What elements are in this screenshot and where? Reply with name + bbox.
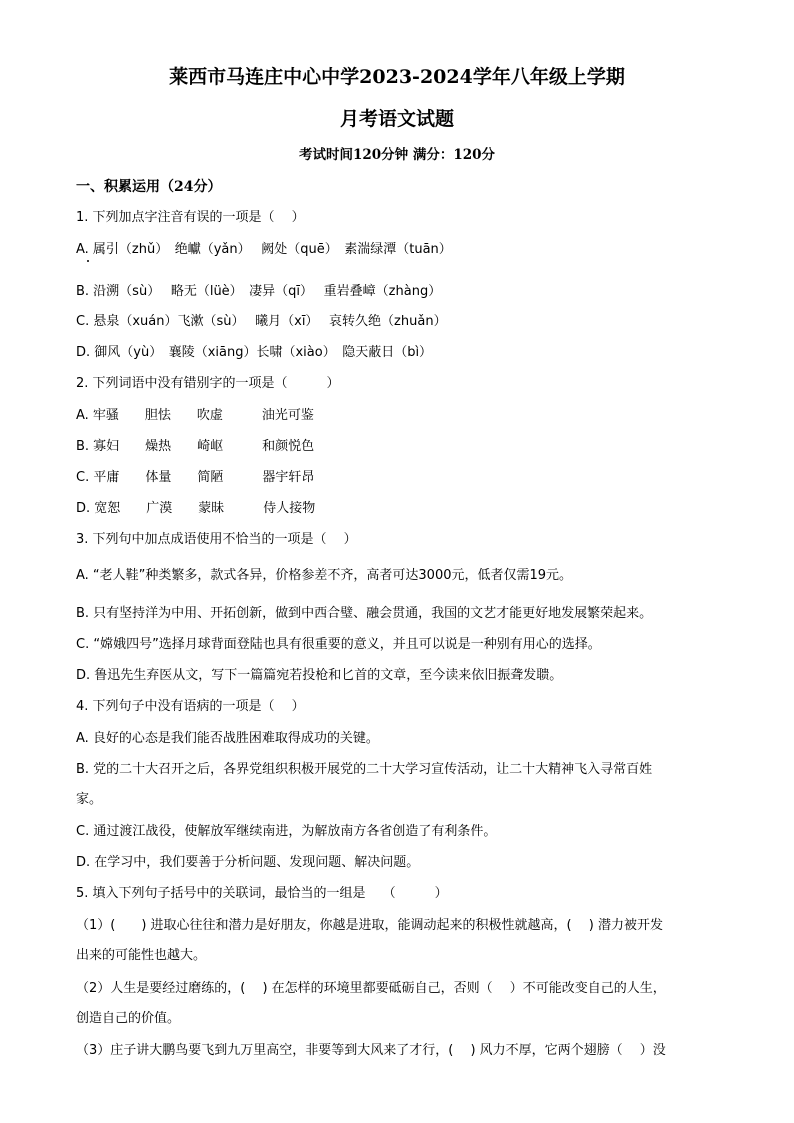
- exam-title-line2: 月考语文试题: [339, 108, 454, 130]
- question-3: 3. 下列句中加点成语使用不恰当的一项是（ ）: [76, 532, 357, 547]
- q4-option-c: C. 通过渡江战役，使解放军继续南进，为解放南方各省创造了有利条件。: [76, 824, 497, 839]
- emphasis-dot: [87, 260, 89, 262]
- q5-sentence-3: （3）庄子讲大鹏鸟要飞到九万里高空，非要等到大风来了才行，( ) 风力不厚，它两个翅膀（ ）没: [76, 1043, 666, 1058]
- q3-option-d: D. 鲁迅先生弃医从文，写下一篇篇宛若投枪和匕首的文章，至今读来依旧振聋发聩。: [76, 668, 563, 683]
- q3-option-c: C. “嫦娥四号”选择月球背面登陆也具有很重要的意义，并且可以说是一种别有用心的选择。: [76, 637, 601, 652]
- q1-option-a: A. 属引（zhǔ） 绝巘（yǎn） 阙处（quē） 素湍绿潭（tuān）: [76, 242, 452, 257]
- question-2: 2. 下列词语中没有错别字的一项是（ ）: [76, 376, 340, 391]
- q2-option-c: C. 平庸 体量 简陋 器宇轩昂: [76, 470, 315, 485]
- q4-option-a: A. 良好的心态是我们能否战胜困难取得成功的关键。: [76, 731, 379, 746]
- exam-title-line1: 莱西市马连庄中心中学2023-2024学年八年级上学期: [169, 66, 625, 88]
- question-1: 1. 下列加点字注音有误的一项是（ ）: [76, 210, 305, 225]
- q2-option-b: B. 寡妇 燥热 崎岖 和颜悦色: [76, 439, 315, 454]
- q5-sentence-1: （1）( ) 进取心往往和潜力是好朋友，你越是进取，能调动起来的积极性就越高，( ) 潜力被开发: [76, 918, 663, 933]
- q3-option-a: A. “老人鞋”种类繁多，款式各异，价格参差不齐，高者可达3000元，低者仅需19元。: [76, 568, 573, 583]
- q3-option-b: B. 只有坚持洋为中用、开拓创新，做到中西合璧、融会贯通，我国的文艺才能更好地发展繁荣起来。: [76, 606, 653, 621]
- exam-info: 考试时间120分钟 满分：120分: [298, 147, 496, 163]
- q2-option-d: D. 宽恕 广漠 蒙昧 侍人接物: [76, 501, 316, 516]
- q1-option-c: C. 悬泉（xuán）飞漱（sù） 曦月（xī） 哀转久绝（zhuǎn）: [76, 314, 447, 329]
- question-4: 4. 下列句子中没有语病的一项是（ ）: [76, 699, 305, 714]
- q1-option-b: B. 沿溯（sù） 略无（lüè） 凄异（qī） 重岩叠嶂（zhàng）: [76, 284, 442, 299]
- q5-sentence-1-cont: 出来的可能性也越大。: [76, 948, 207, 963]
- q5-sentence-2-cont: 创造自己的价值。: [76, 1011, 181, 1026]
- q1-option-d: D. 御风（yù） 襄陵（xiāng）长啸（xiào） 隐天蔽日（bì）: [76, 345, 433, 360]
- q2-option-a: A. 牢骚 胆怯 吹虚 油光可鉴: [76, 408, 314, 423]
- q4-option-b-cont: 家。: [76, 792, 103, 807]
- q5-sentence-2: （2）人生是要经过磨练的，( ) 在怎样的环境里都要砥砺自己，否则（ ）不可能改变自己的人生，: [76, 981, 666, 996]
- question-5: 5. 填入下列句子括号中的关联词，最恰当的一组是 （ ）: [76, 886, 448, 901]
- q4-option-b: B. 党的二十大召开之后，各界党组织积极开展党的二十大学习宣传活动，让二十大精神飞入寻常百姓: [76, 762, 653, 777]
- q4-option-d: D. 在学习中，我们要善于分析问题、发现问题、解决问题。: [76, 855, 420, 870]
- section-heading: 一、积累运用（24分）: [76, 179, 222, 195]
